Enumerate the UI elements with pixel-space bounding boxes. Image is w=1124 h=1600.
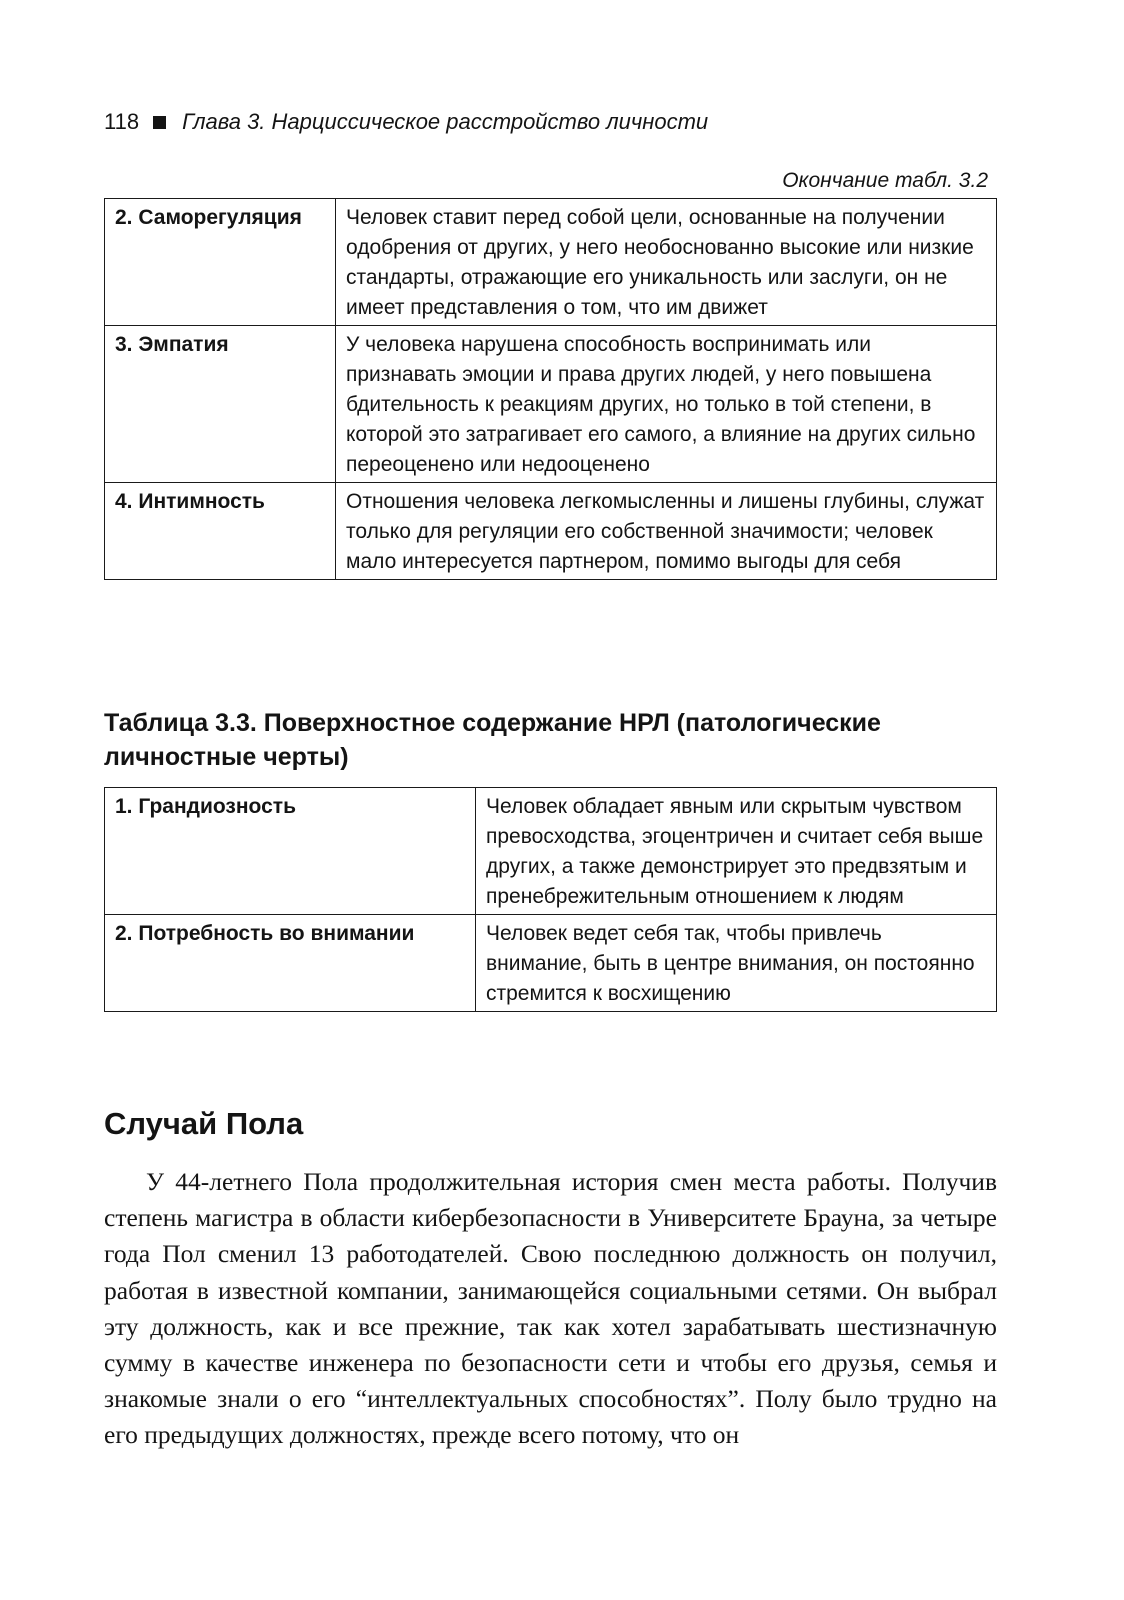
chapter-title: Глава 3. Нарциссическое расстройство личности <box>182 109 709 134</box>
table-row <box>105 483 997 580</box>
table-row <box>105 326 997 483</box>
table-row <box>105 199 997 326</box>
table-cell-description: Человек ставит перед собой цели, основанные на получении одобрения от других, у него необоснованно высокие или низкие стандарты, отражающие его уникальность или заслуги, он не имеет представления о том, что им движет <box>336 199 997 326</box>
table-cell-description: У человека нарушена способность воспринимать или признавать эмоции и права других людей, у него повышена бдительность к реакциям других, но только в той степени, в которой это затрагивает его самого, а влияние на других сильно переоценено или недооценено <box>336 326 997 483</box>
table-3-3 <box>104 787 997 1012</box>
table-cell-term: 2. Саморегуляция <box>105 199 336 326</box>
table-caption: Таблица 3.3. Поверхностное содержание НРЛ (патологические личностные черты) <box>104 709 881 771</box>
table-cell-term: 4. Интимность <box>105 483 336 580</box>
table-cell-description: Человек ведет себя так, чтобы привлечь внимание, быть в центре внимания, он постоянно стремится к восхищению <box>476 915 997 1012</box>
running-header <box>104 108 708 136</box>
table-continuation-label: Окончание табл. 3.2 <box>782 169 988 192</box>
table-cell-description: Отношения человека легкомысленны и лишены глубины, служат только для регуляции его собственной значимости; человек мало интересуется партнером, помимо выгоды для себя <box>336 483 997 580</box>
square-bullet-icon <box>153 116 166 129</box>
body-paragraph: У 44-летнего Пола продолжительная история смен места работы. Получив степень магистра в области кибербезопасности в Университете Брауна, за четыре года Пол сменил 13 работодателей. Свою последнюю должность он получил, работая в известной компании, занимающейся социальными сетями. Он выбрал эту должность, как и все прежние, так как хотел зарабатывать шестизначную сумму в качестве инженера по безопасности сети и чтобы его друзья, семья и знакомые знали о его “интеллектуальных способностях”. Полу было трудно на его предыдущих должностях, прежде всего потому, что он <box>104 1167 997 1450</box>
table-cell-term: 2. Потребность во внимании <box>105 915 476 1012</box>
page-number: 118 <box>104 109 140 134</box>
table-3-2 <box>104 198 997 580</box>
table-cell-term: 1. Грандиозность <box>105 788 476 915</box>
table-row <box>105 788 997 915</box>
table-cell-term: 3. Эмпатия <box>105 326 336 483</box>
table-row <box>105 915 997 1012</box>
section-heading: Случай Пола <box>104 1106 304 1141</box>
table-cell-description: Человек обладает явным или скрытым чувством превосходства, эгоцентричен и считает себя выше других, а также демонстрирует это предвзятым и пренебрежительным отношением к людям <box>476 788 997 915</box>
